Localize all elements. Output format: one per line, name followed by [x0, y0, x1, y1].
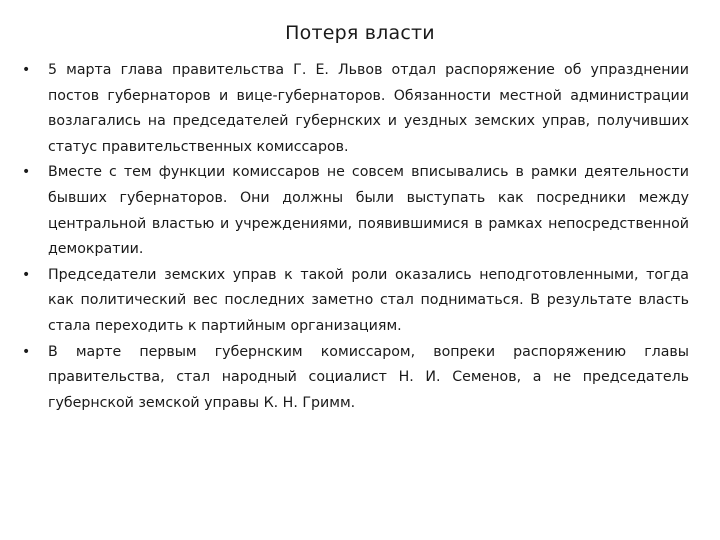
slide-title: Потеря власти: [285, 22, 435, 44]
bullet-marker: •: [22, 266, 31, 283]
bullet-marker: •: [22, 343, 31, 360]
bullet-item: [22, 340, 689, 417]
bullet-text: 5 марта глава правительства Г. Е. Львов отдал распоряжение об упразднении постов губернаторов и вице-губернаторов. Обязанности местной администрации возлагались на председателей губернских и уездных земских управ, получивших статус правительственных комиссаров.: [48, 62, 689, 155]
bullet-marker: •: [22, 62, 31, 78]
bullet-marker: •: [22, 164, 31, 181]
bullet-item: [22, 160, 689, 262]
bullet-text: Председатели земских управ к такой роли оказались неподготовленными, тогда как политический вес последних заметно стал подниматься. В результате власть стала переходить к партийным организациям.: [48, 266, 689, 334]
bullet-item: [22, 263, 689, 340]
bullet-item: [22, 58, 689, 160]
bullet-list: [22, 58, 689, 416]
bullet-text: Вместе с тем функции комиссаров не совсем вписывались в рамки деятельности бывших губернаторов. Они должны были выступать как посредники между центральной властью и учреждениями, появившимися в рамках непосредственной демократии.: [48, 164, 689, 258]
bullet-text: В марте первым губернским комиссаром, вопреки распоряжению главы правительства, стал народный социалист Н. И. Семенов, а не председатель губернской земской управы К. Н. Гримм.: [48, 343, 689, 411]
